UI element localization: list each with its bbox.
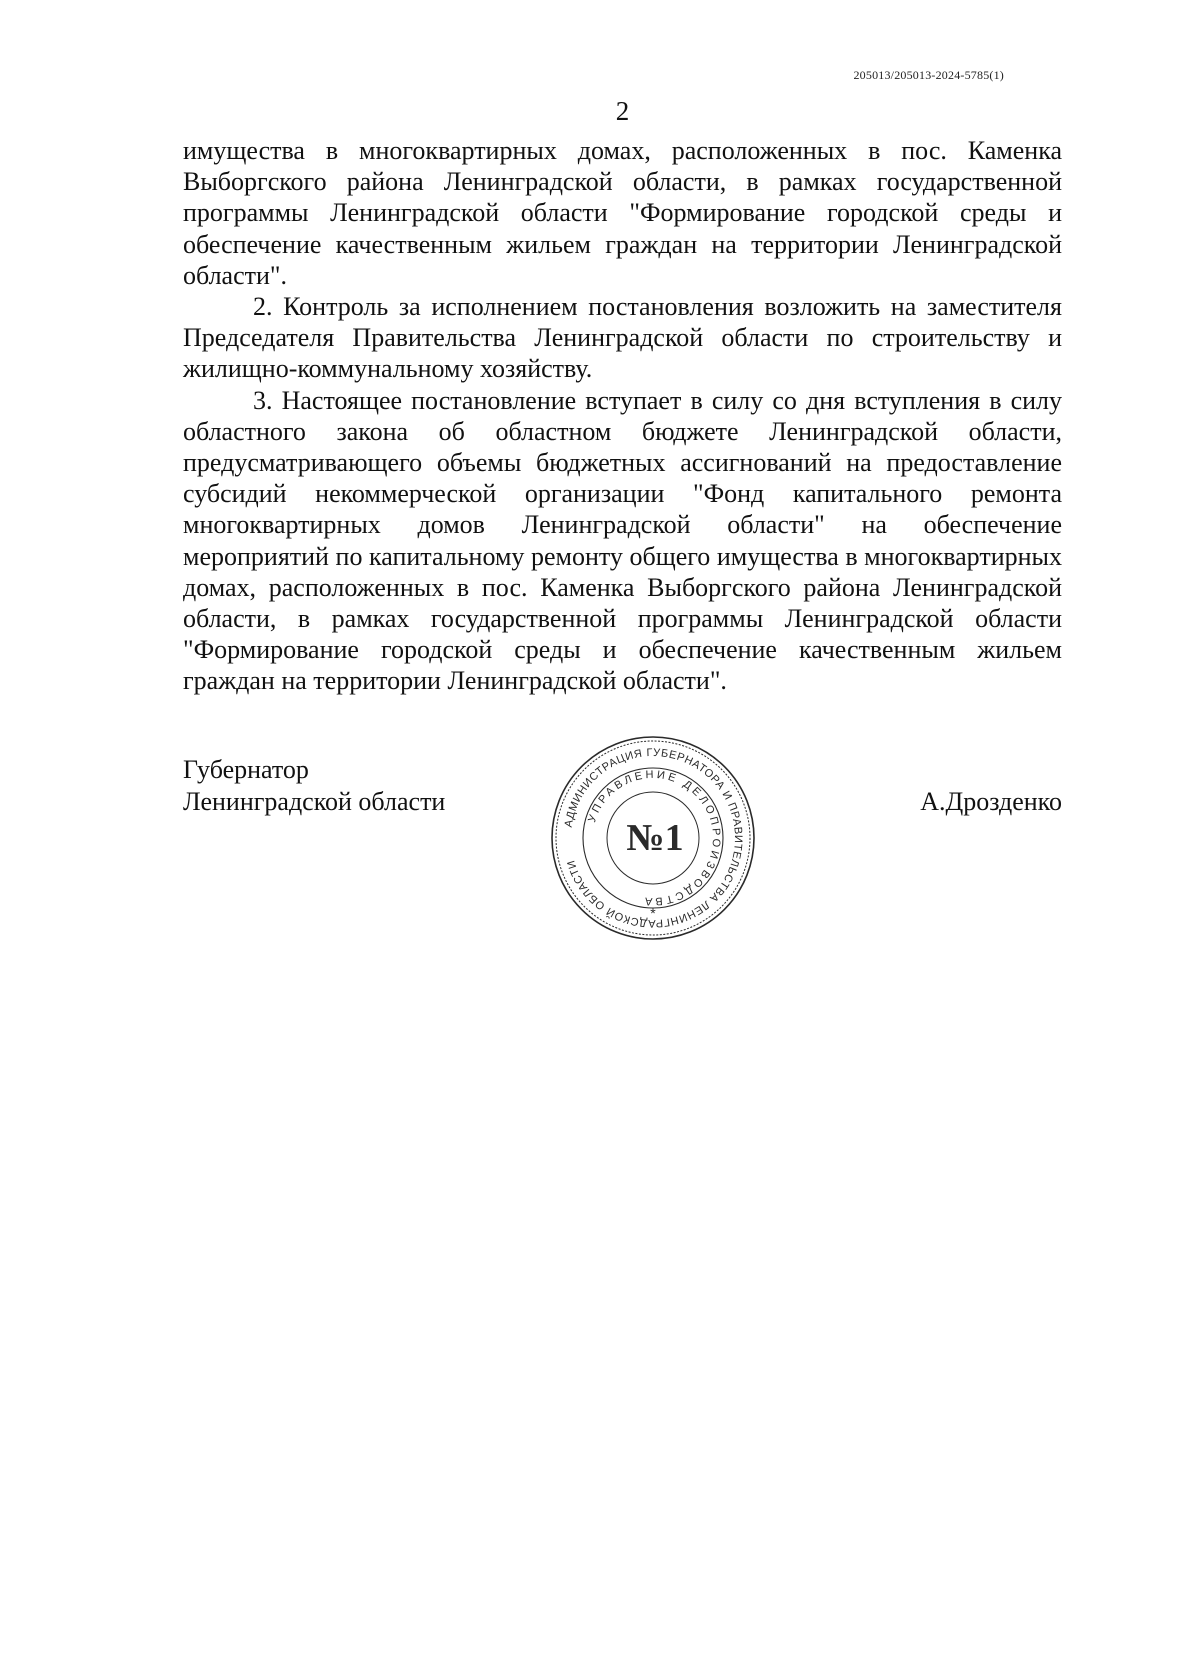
signatory-title-line-1: Губернатор [183, 755, 309, 784]
signatory-title-line-2: Ленинградской области [183, 787, 446, 816]
seal-outer-text: АДМИНИСТРАЦИЯ ГУБЕРНАТОРА И ПРАВИТЕЛЬСТВА ЛЕНИНГРАДСКОЙ ОБЛАСТИ [562, 746, 745, 930]
seal-graphic [548, 733, 758, 943]
seal-inner-text: УПРАВЛЕНИЕ ДЕЛОПРОИЗВОДСТВА [586, 768, 723, 908]
body-paragraph-2: 2. Контроль за исполнением постановления возложить на заместителя Председателя Правительства Ленинградской области по строительству и жилищно-коммунальному хозяйству. [183, 292, 1062, 384]
body-paragraph-3: 3. Настоящее постановление вступает в силу со дня вступления в силу областного закона об областном бюджете Ленинградской области, предусматривающего объемы бюджетных ассигнований на предоставление субсидий некоммерческой организации "Фонд капитального ремонта многоквартирных домов Ленинградской области" на обеспечение мероприятий по капитальному ремонту общего имущества в многоквартирных домах, расположенных в пос. Каменка Выборгского района Ленинградской области, в рамках государственной программы Ленинградской области "Формирование городской среды и обеспечение качественным жильем граждан на территории Ленинградской области". [183, 385, 1062, 696]
seal-center-number: №1 [626, 817, 684, 859]
body-paragraph-continuation: имущества в многоквартирных домах, расположенных в пос. Каменка Выборгского района Ленинградской области, в рамках государственной программы Ленинградской области "Формирование городской среды и обеспечение качественным жильем граждан на территории Ленинградской области". [183, 136, 1062, 290]
page-number: 2 [615, 96, 630, 126]
official-seal [548, 733, 758, 943]
signatory-title [183, 754, 445, 818]
signatory-name: А.Дрозденко [920, 787, 1062, 816]
document-registration-number: 205013/205013-2024-5785(1) [853, 68, 1004, 82]
seal-star: * [650, 905, 656, 921]
document-body [183, 135, 1062, 697]
